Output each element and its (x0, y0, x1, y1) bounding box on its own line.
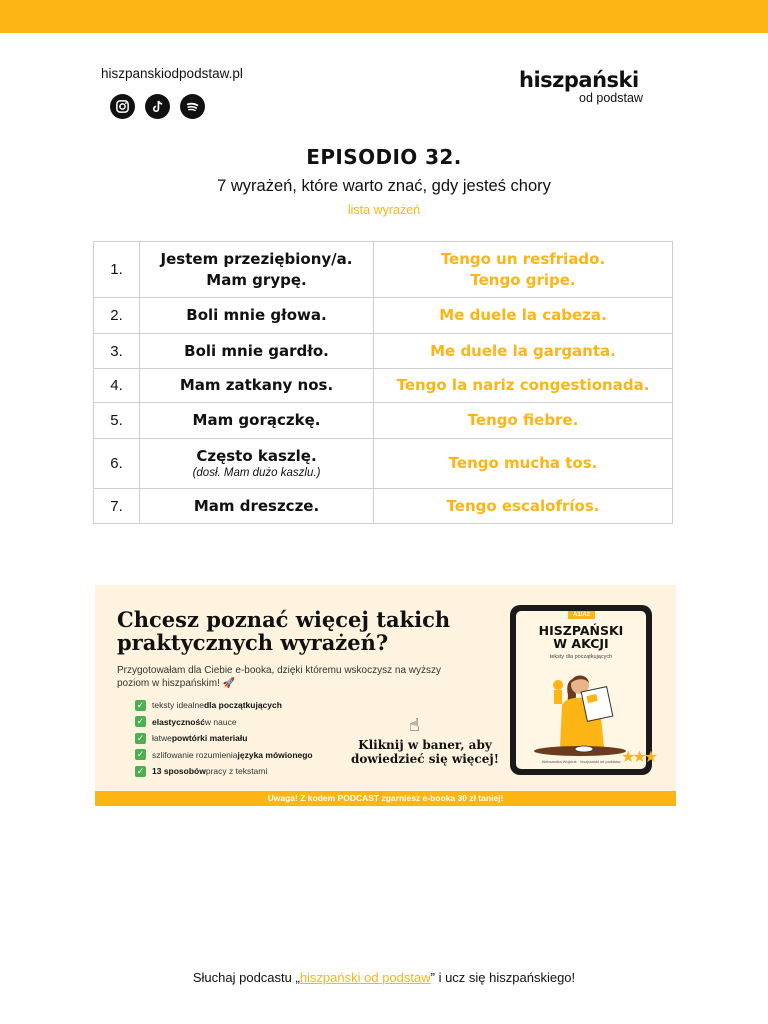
spanish-phrase-line: Tengo un resfriado. (440, 249, 606, 268)
feature-list (135, 697, 313, 780)
book-title-line: W AKCJI (553, 636, 609, 652)
check-icon: ✓ (136, 749, 145, 760)
logo-subtitle: od podstaw (579, 91, 643, 105)
feature-bold: dla początkujących (203, 700, 282, 711)
polish-phrase: Mam zatkany nos. (140, 369, 374, 403)
list-item (135, 747, 313, 764)
ebook-cover (516, 611, 646, 769)
row-number: 1. (94, 242, 140, 298)
feature-text: szlifowanie rozumienia (152, 749, 238, 760)
phrases-table (93, 241, 673, 524)
table-row (94, 489, 673, 524)
row-number: 7. (94, 489, 140, 524)
feature-bold: 13 sposobów (152, 766, 206, 777)
table-row (94, 369, 673, 403)
table-row (94, 403, 673, 439)
pointer-hand-icon: ☝ (409, 715, 420, 735)
feature-bold: elastyczność (152, 716, 205, 727)
spanish-phrase: Tengo mucha tos. (374, 439, 673, 489)
footer-pre: Słuchaj podcastu „ (192, 970, 300, 985)
row-number: 5. (94, 403, 140, 439)
logo-title: hiszpański (519, 68, 639, 92)
feature-text: pracy z tekstami (205, 766, 268, 777)
table-row (94, 298, 673, 334)
row-number: 2. (94, 298, 140, 334)
feature-text: teksty idealne (152, 700, 204, 711)
ebook-promo-banner[interactable] (95, 585, 676, 806)
polish-phrase: Mam dreszcze. (140, 489, 374, 524)
episode-title: EPISODIO 32. (306, 145, 462, 169)
polish-phrase-line: Jestem przeziębiony/a. (160, 250, 353, 269)
top-accent-bar (0, 0, 768, 33)
footer-text (0, 970, 768, 985)
instagram-icon[interactable] (110, 94, 135, 119)
promo-code-strip: Uwaga! Z kodem PODCAST zgarniesz e-booka 30 zł taniej! (95, 791, 676, 806)
table-row (94, 334, 673, 369)
list-item (135, 697, 313, 714)
brand-logo (519, 68, 659, 105)
spanish-phrase-line: Tengo gripe. (470, 270, 576, 289)
row-number: 6. (94, 439, 140, 489)
polish-phrase (140, 242, 374, 298)
check-icon: ✓ (136, 732, 145, 743)
book-title (516, 624, 646, 650)
table-row (94, 439, 673, 489)
polish-phrase: Boli mnie gardło. (140, 334, 374, 369)
episode-subtitle: 7 wyrażeń, które warto znać, gdy jesteś chory (217, 177, 551, 195)
level-badge: A1/A2 (568, 611, 595, 619)
footer-post: ” i ucz się hiszpańskiego! (430, 970, 576, 985)
spanish-phrase (374, 242, 673, 298)
book-author: Aleksandra Wojciuk · hiszpański od podstaw (541, 759, 621, 764)
banner-heading: Chcesz poznać więcej takich praktycznych wyrażeń? (117, 607, 451, 655)
polish-phrase-line: Często kaszlę. (196, 446, 317, 465)
literal-note: (dosł. Mam dużo kaszlu.) (192, 467, 321, 480)
podcast-link[interactable]: hiszpański od podstaw (299, 970, 431, 985)
list-item (135, 730, 313, 747)
polish-phrase: Boli mnie głowa. (140, 298, 374, 334)
spanish-phrase: Tengo fiebre. (374, 403, 673, 439)
spotify-icon[interactable] (180, 94, 205, 119)
book-title-line: HISZPAŃSKI (538, 623, 624, 638)
banner-description: Przygotowałam dla Ciebie e-booka, dzięki któremu wskoczysz na wyższy poziom w hiszpańskim! 🚀 (117, 665, 442, 689)
polish-phrase (140, 439, 374, 489)
check-icon: ✓ (136, 765, 145, 776)
feature-bold: powtórki materiału (171, 733, 248, 744)
polish-phrase: Mam gorączkę. (140, 403, 374, 439)
row-number: 4. (94, 369, 140, 403)
feature-bold: języka mówionego (237, 749, 313, 760)
feature-text: łatwe (152, 733, 172, 744)
list-label: lista wyrażeń (347, 203, 421, 217)
list-item (135, 763, 313, 780)
spanish-phrase: Me duele la garganta. (374, 334, 673, 369)
spanish-phrase: Me duele la cabeza. (374, 298, 673, 334)
spanish-phrase: Tengo escalofríos. (374, 489, 673, 524)
spanish-phrase: Tengo la nariz congestionada. (374, 369, 673, 403)
tiktok-icon[interactable] (145, 94, 170, 119)
polish-phrase-line: Mam grypę. (206, 270, 307, 289)
list-item (135, 714, 313, 731)
table-row (94, 242, 673, 298)
social-links (110, 94, 205, 119)
reading-woman-illustration (530, 665, 632, 757)
check-icon: ✓ (136, 699, 145, 710)
stars-icon: ★★★ (621, 749, 656, 766)
banner-cta[interactable]: Kliknij w baner, aby dowiedzieć się więcej! (350, 738, 499, 767)
row-number: 3. (94, 334, 140, 369)
feature-text: w nauce (204, 716, 237, 727)
book-subtitle: teksty dla początkujących (549, 654, 613, 660)
site-url-link[interactable]: hiszpanskiodpodstaw.pl (101, 66, 243, 81)
check-icon: ✓ (136, 716, 145, 727)
